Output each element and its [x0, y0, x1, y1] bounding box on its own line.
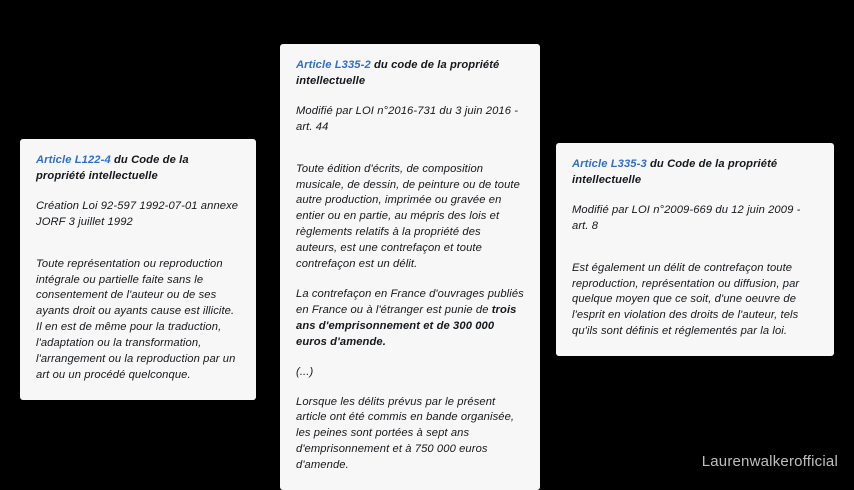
article-paragraph: Lorsque les délits prévus par le présent article ont été commis en bande organisée, les peines sont portées à sept ans d'emprisonnement et à 750 000 euros d'amende. — [296, 395, 515, 472]
spacer — [36, 245, 240, 257]
emphasized-penalty-text: trois ans d'emprisonnement et de 300 000 euros d'amende. — [296, 303, 517, 348]
article-reference-suffix: du Code de la propriété intellectuelle — [36, 154, 189, 182]
article-reference-suffix: du code de la propriété intellectuelle — [296, 59, 500, 87]
article-card-l335-2 — [280, 44, 540, 490]
article-subtitle: Modifié par LOI n°2009-669 du 12 juin 2009 - art. 8 — [572, 203, 801, 232]
article-card-l335-3 — [556, 143, 834, 356]
watermark: Laurenwalkerofficial — [701, 453, 838, 470]
spacer — [572, 249, 818, 261]
article-reference: Article L335-2 — [296, 59, 371, 71]
article-heading — [36, 153, 240, 185]
article-paragraph: Est également un délit de contrefaçon toute reproduction, représentation ou diffusion, par quelque moyen que ce soit, d'une oeuvre de l'esprit en violation des droits de l'auteur, tels qu'ils sont définis et réglementés par la loi. — [572, 261, 800, 338]
spacer — [296, 150, 524, 162]
article-heading — [296, 58, 524, 90]
article-heading — [572, 157, 818, 189]
article-paragraph-emphasized: La contrefaçon en France d'ouvrages publiés en France ou à l'étranger est punie de trois ans d'emprisonnement et de 300 000 euros d'amende. — [296, 287, 524, 348]
article-card-l122-4 — [20, 139, 256, 400]
article-reference: Article L335-3 — [572, 158, 647, 170]
article-paragraph-ellipsis: (...) — [296, 365, 314, 378]
article-paragraph: Toute représentation ou reproduction intégrale ou partielle faite sans le consentement de l'auteur ou de ses ayants droit ou ayants cause est illicite. Il en est de même pour la traduction, l'adaptation ou la transformation, l'arrangement ou la reproduction par un art ou un procédé quelconque. — [36, 257, 236, 381]
article-subtitle: Création Loi 92-597 1992-07-01 annexe JORF 3 juillet 1992 — [36, 199, 239, 228]
article-paragraph: Toute édition d'écrits, de composition musicale, de dessin, de peinture ou de toute autre production, imprimée ou gravée en entier ou en partie, au mépris des lois et règlements relatifs à la propriété des auteurs, est une contrefaçon et toute contrefaçon est un délit. — [296, 162, 520, 271]
article-reference: Article L122-4 — [36, 154, 111, 166]
article-reference-suffix: du Code de la propriété intellectuelle — [572, 158, 778, 186]
article-subtitle: Modifié par LOI n°2016-731 du 3 juin 2016 - art. 44 — [296, 104, 519, 133]
